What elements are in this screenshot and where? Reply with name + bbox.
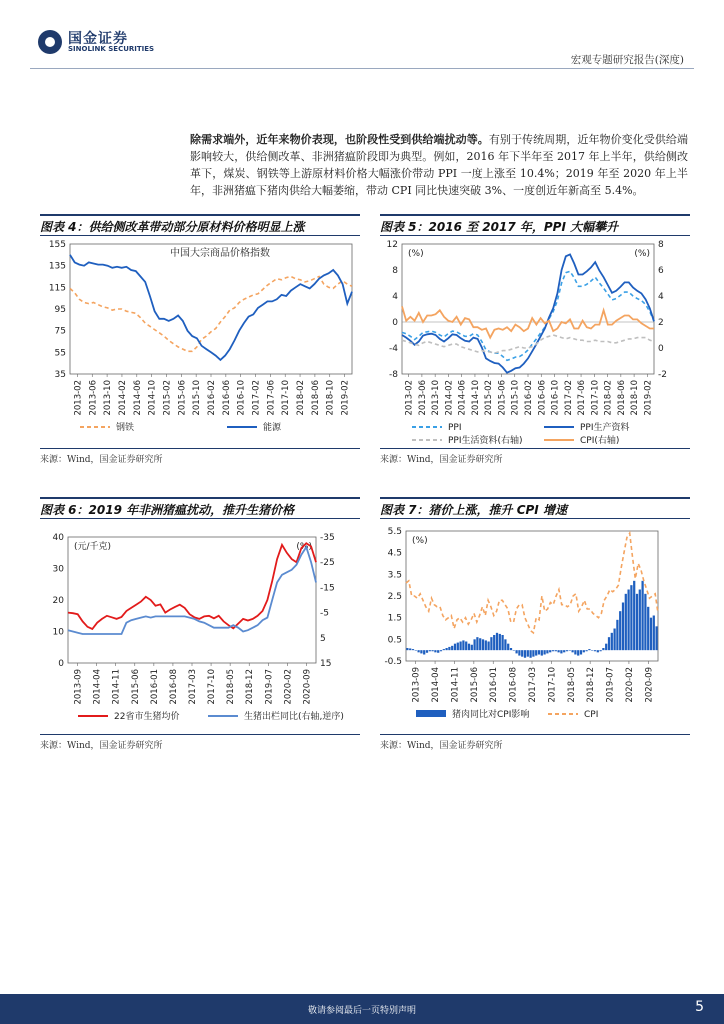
fig4-plot-frame xyxy=(70,244,352,374)
fig7-bar xyxy=(434,650,436,652)
fig7-bar xyxy=(535,650,537,655)
fig7-bar xyxy=(585,650,587,651)
fig6-ytick-left: 10 xyxy=(52,627,64,638)
fig7-bar xyxy=(501,635,503,650)
fig7-xtick-label: 2016-08 xyxy=(508,667,519,703)
body-paragraph xyxy=(190,131,688,199)
fig7-xtick-label: 2020-09 xyxy=(644,667,655,703)
fig7-bar xyxy=(524,650,526,658)
fig5-xtick-label: 2018-06 xyxy=(616,380,627,416)
fig7-xtick-label: 2018-12 xyxy=(586,667,597,703)
fig7-bar xyxy=(619,611,621,650)
fig4-xtick-label: 2016-06 xyxy=(221,380,232,416)
fig4-xtick-label: 2013-10 xyxy=(103,380,114,416)
fig7-ytick-left: 3.5 xyxy=(387,570,402,581)
fig7-bar xyxy=(417,650,419,652)
fig7-xtick-label: 2014-04 xyxy=(431,667,442,703)
fig5-xtick-label: 2014-10 xyxy=(470,380,481,416)
fig7-bar xyxy=(409,648,411,650)
fig7-chart xyxy=(370,519,690,731)
fig7-bar xyxy=(608,637,610,650)
fig7-xtick-label: 2017-10 xyxy=(547,667,558,703)
company-logo xyxy=(38,28,188,58)
fig6-xtick-label: 2018-12 xyxy=(245,669,256,705)
fig5-xtick-label: 2017-10 xyxy=(590,380,601,416)
fig5-xtick-label: 2016-10 xyxy=(550,380,561,416)
fig7-bar xyxy=(462,640,464,650)
fig7-bar xyxy=(496,633,498,650)
fig7-bar xyxy=(507,644,509,650)
fig7-bar xyxy=(613,629,615,651)
fig7-bottom-rule xyxy=(380,734,690,735)
fig7-bar xyxy=(636,594,638,650)
fig7-bar xyxy=(468,644,470,650)
fig7-bar xyxy=(647,607,649,650)
fig6-xtick-label: 2019-07 xyxy=(264,669,275,705)
fig7-bar xyxy=(479,638,481,650)
fig6-bottom-rule xyxy=(40,734,360,735)
logo-emblem-icon xyxy=(38,30,62,54)
fig5-xtick-label: 2017-02 xyxy=(563,380,574,416)
fig5-ytick-right: 8 xyxy=(658,240,664,250)
fig7-bar xyxy=(577,650,579,655)
fig6-ylabel-left: (元/千克) xyxy=(74,542,112,552)
fig6-xtick-label: 2017-10 xyxy=(207,669,218,705)
fig7-bar xyxy=(476,637,478,650)
fig5-ytick-left: 0 xyxy=(392,318,398,328)
fig4-xtick-label: 2017-06 xyxy=(266,380,277,416)
fig5-title: 图表 5：2016 至 2017 年，PPI 大幅攀升 xyxy=(380,220,619,234)
fig7-xtick-label: 2015-06 xyxy=(469,667,480,703)
fig7-bar xyxy=(616,620,618,650)
fig7-bar xyxy=(532,650,534,657)
fig7-bar xyxy=(644,594,646,650)
fig4-xtick-label: 2014-02 xyxy=(117,380,128,416)
fig6-ytick-left: 0 xyxy=(58,659,64,669)
fig7-bar xyxy=(555,650,557,651)
fig7-bar xyxy=(569,650,571,651)
fig5-legend-label: PPI生活资料(右轴) xyxy=(448,436,523,446)
fig7-bar xyxy=(513,650,515,651)
fig7-bar xyxy=(529,650,531,658)
fig5-top-rule xyxy=(380,214,690,216)
fig6-ytick-left: 40 xyxy=(52,533,64,543)
fig4-xtick-label: 2014-10 xyxy=(147,380,158,416)
fig7-bar xyxy=(599,650,601,651)
fig7-bar xyxy=(563,650,565,652)
fig7-xtick-label: 2013-09 xyxy=(411,667,422,703)
fig4-legend-label: 能源 xyxy=(263,423,282,433)
fig4-series-line-1 xyxy=(70,255,352,360)
fig7-bar xyxy=(625,594,627,650)
fig5-xtick-label: 2019-02 xyxy=(643,380,654,416)
logo-chinese: 国金证券 xyxy=(68,31,128,47)
fig7-bar xyxy=(622,603,624,651)
fig5-xtick-label: 2013-10 xyxy=(431,380,442,416)
fig7-xtick-label: 2017-03 xyxy=(528,667,538,703)
fig6-ylabel-right: (%) xyxy=(296,542,312,552)
fig7-bar xyxy=(437,650,439,653)
fig7-bar xyxy=(459,642,461,651)
fig5-ytick-right: 2 xyxy=(658,318,664,328)
fig7-xtick-label: 2020-02 xyxy=(624,667,635,703)
fig5-ytick-left: -8 xyxy=(389,370,398,380)
fig4-xtick-label: 2015-02 xyxy=(162,380,173,416)
fig7-ytick-left: -0.5 xyxy=(384,657,402,667)
fig7-bar xyxy=(538,650,540,654)
fig5-plot-frame xyxy=(402,244,654,374)
fig7-bar xyxy=(440,650,442,651)
fig6-source: 来源：Wind，国金证券研究所 xyxy=(40,741,163,751)
fig5-ytick-left: 12 xyxy=(386,240,398,250)
fig4-legend-label: 钢铁 xyxy=(116,423,135,433)
fig6-ytick-left: 20 xyxy=(52,596,64,606)
fig4-chart xyxy=(30,236,360,446)
fig7-ytick-left: 4.5 xyxy=(387,548,402,559)
fig4-ytick-left: 135 xyxy=(48,261,66,272)
fig4-title: 图表 4：供给侧改革带动部分原材料价格明显上涨 xyxy=(40,220,305,234)
fig5-ytick-left: 8 xyxy=(392,266,398,276)
fig7-bar xyxy=(482,639,484,650)
fig7-bar xyxy=(627,590,629,651)
fig5-ylabel-left: (%) xyxy=(408,249,424,259)
fig5-xtick-label: 2015-02 xyxy=(484,380,495,416)
fig5-source: 来源：Wind，国金证券研究所 xyxy=(380,455,503,465)
fig7-bar xyxy=(571,650,573,652)
fig7-bar xyxy=(465,642,467,651)
fig4-ytick-left: 155 xyxy=(48,240,66,250)
fig4-xtick-label: 2013-02 xyxy=(73,380,84,416)
fig7-bar xyxy=(406,648,408,650)
fig7-bar xyxy=(591,650,593,651)
fig7-bar xyxy=(611,633,613,650)
fig5-ylabel-right: (%) xyxy=(634,249,650,259)
fig7-top-rule xyxy=(380,497,690,499)
fig5-legend-label: PPI xyxy=(448,423,462,433)
fig7-title: 图表 7：猪价上涨，推升 CPI 增速 xyxy=(380,503,567,517)
fig7-bar xyxy=(641,581,643,650)
fig7-bar xyxy=(493,635,495,650)
fig7-bar xyxy=(602,648,604,650)
fig6-xtick-label: 2016-01 xyxy=(149,669,160,705)
fig6-xtick-label: 2017-03 xyxy=(188,669,198,705)
fig4-xtick-label: 2016-10 xyxy=(236,380,247,416)
fig4-xtick-label: 2014-06 xyxy=(132,380,143,416)
report-type: 宏观专题研究报告(深度) xyxy=(570,54,684,66)
footer-disclaimer: 敬请参阅最后一页特别声明 xyxy=(307,1006,416,1016)
fig5-xtick-label: 2014-06 xyxy=(457,380,468,416)
fig7-bar xyxy=(557,650,559,652)
fig7-bar xyxy=(521,650,523,657)
fig5-xtick-label: 2013-02 xyxy=(404,380,415,416)
fig6-ytick-right: 5 xyxy=(320,633,326,644)
fig7-bar xyxy=(451,646,453,650)
fig5-legend-label: CPI(右轴) xyxy=(580,436,620,446)
fig7-ytick-left: 2.5 xyxy=(387,592,402,602)
fig5-ytick-right: -2 xyxy=(658,370,667,380)
fig6-ytick-right: -35 xyxy=(320,533,335,543)
fig7-bar xyxy=(588,649,590,650)
fig5-xtick-label: 2018-02 xyxy=(603,380,614,416)
fig7-bar xyxy=(443,649,445,650)
fig6-ytick-right: -25 xyxy=(320,558,335,569)
fig6-chart xyxy=(30,519,360,731)
fig6-xtick-label: 2016-08 xyxy=(168,669,179,705)
fig7-bar xyxy=(487,642,489,651)
fig7-ytick-left: 0.5 xyxy=(387,635,402,646)
fig7-bar xyxy=(594,650,596,651)
fig6-xtick-label: 2015-06 xyxy=(130,669,141,705)
fig7-bar xyxy=(583,650,585,652)
fig7-bar xyxy=(429,650,431,651)
page-number: 5 xyxy=(695,999,704,1015)
fig6-xtick-label: 2018-05 xyxy=(226,669,237,705)
fig5-chart xyxy=(370,236,690,446)
fig6-xtick-label: 2020-02 xyxy=(283,669,294,705)
fig4-xtick-label: 2017-02 xyxy=(251,380,262,416)
fig4-ytick-left: 35 xyxy=(54,370,66,380)
fig7-bar xyxy=(473,639,475,650)
header-divider xyxy=(30,68,694,69)
fig7-bar xyxy=(412,649,414,650)
fig7-bar xyxy=(490,637,492,650)
fig7-bar xyxy=(420,650,422,653)
fig7-bar xyxy=(485,640,487,650)
fig7-bar xyxy=(504,639,506,650)
fig6-ytick-right: -15 xyxy=(320,583,335,594)
fig7-legend-swatch xyxy=(416,710,446,717)
fig7-bar xyxy=(543,650,545,654)
fig6-xtick-label: 2013-09 xyxy=(73,669,84,705)
fig7-legend-label: CPI xyxy=(584,710,599,720)
fig5-ytick-right: 6 xyxy=(658,266,664,276)
fig7-bar xyxy=(549,650,551,652)
fig6-xtick-label: 2020-09 xyxy=(302,669,313,705)
fig4-bottom-rule xyxy=(40,448,360,449)
fig6-xtick-label: 2014-11 xyxy=(111,669,122,705)
fig7-bar xyxy=(499,634,501,650)
fig7-xtick-label: 2016-01 xyxy=(489,667,500,703)
fig5-ytick-left: -4 xyxy=(389,344,398,354)
fig7-legend-label: 猪肉同比对CPI影响 xyxy=(452,710,530,720)
fig4-xtick-label: 2016-02 xyxy=(207,380,217,416)
fig7-bar xyxy=(633,581,635,650)
fig7-bar xyxy=(457,643,459,651)
fig4-xtick-label: 2017-10 xyxy=(281,380,292,416)
fig7-bar xyxy=(650,618,652,650)
fig6-series-line-1 xyxy=(68,547,316,634)
fig7-bar xyxy=(518,650,520,655)
fig7-bar xyxy=(552,650,554,651)
fig7-bar xyxy=(510,648,512,650)
fig5-xtick-label: 2017-06 xyxy=(577,380,588,416)
fig5-xtick-label: 2016-06 xyxy=(537,380,548,416)
fig6-xtick-label: 2014-04 xyxy=(92,669,103,705)
fig4-ytick-left: 55 xyxy=(54,348,66,359)
fig6-top-rule xyxy=(40,497,360,499)
fig7-bar xyxy=(448,647,450,650)
fig4-xtick-label: 2015-06 xyxy=(177,380,188,416)
fig7-bar xyxy=(639,590,641,651)
fig6-series-line-0 xyxy=(68,543,316,629)
fig5-ytick-right: 0 xyxy=(658,344,664,354)
fig5-xtick-label: 2015-10 xyxy=(510,380,521,416)
fig5-xtick-label: 2018-10 xyxy=(630,380,641,416)
fig7-bar xyxy=(560,650,562,653)
fig7-bar xyxy=(445,648,447,650)
fig6-ytick-right: -5 xyxy=(320,608,329,619)
fig4-ytick-left: 115 xyxy=(48,283,66,294)
fig7-xtick-label: 2014-11 xyxy=(450,667,461,703)
fig7-bar xyxy=(426,650,428,653)
fig5-xtick-label: 2015-06 xyxy=(497,380,508,416)
fig7-ylabel-left: (%) xyxy=(412,536,428,546)
fig5-series-line-0 xyxy=(402,271,654,360)
fig7-ytick-left: 5.5 xyxy=(387,527,402,537)
fig7-bar xyxy=(541,650,543,655)
fig6-title: 图表 6：2019 年非洲猪瘟扰动，推升生猪价格 xyxy=(40,503,295,517)
fig5-ytick-right: 4 xyxy=(658,292,664,302)
fig7-bar xyxy=(527,650,529,657)
fig7-bar xyxy=(431,650,433,651)
fig7-bar xyxy=(454,644,456,650)
fig4-annotation: 中国大宗商品价格指数 xyxy=(170,248,270,259)
fig4-top-rule xyxy=(40,214,360,216)
fig7-bar xyxy=(605,644,607,650)
fig4-xtick-label: 2013-06 xyxy=(88,380,99,416)
fig7-bar xyxy=(597,650,599,652)
fig4-xtick-label: 2018-10 xyxy=(325,380,336,416)
fig7-bar xyxy=(655,626,657,650)
fig6-ytick-left: 30 xyxy=(52,564,64,575)
fig7-bar xyxy=(574,650,576,654)
fig7-bar xyxy=(415,650,417,651)
fig7-bar xyxy=(471,645,473,650)
fig5-xtick-label: 2013-06 xyxy=(417,380,428,416)
fig7-bar xyxy=(630,585,632,650)
fig7-bar xyxy=(653,616,655,651)
fig4-ytick-left: 75 xyxy=(54,326,66,337)
fig7-bar xyxy=(423,650,425,654)
fig4-xtick-label: 2015-10 xyxy=(192,380,203,416)
fig4-ytick-left: 95 xyxy=(54,305,66,315)
fig7-source: 来源：Wind，国金证券研究所 xyxy=(380,741,503,751)
fig5-legend-label: PPI生产资料 xyxy=(580,423,630,433)
fig4-xtick-label: 2018-06 xyxy=(310,380,321,416)
fig4-source: 来源：Wind，国金证券研究所 xyxy=(40,455,163,465)
fig4-xtick-label: 2019-02 xyxy=(340,380,351,416)
fig7-bar xyxy=(580,650,582,654)
fig7-xtick-label: 2018-05 xyxy=(566,667,577,703)
fig4-xtick-label: 2018-02 xyxy=(296,380,307,416)
fig6-legend-label: 22省市生猪均价 xyxy=(114,712,180,722)
fig6-ytick-right: 15 xyxy=(320,659,332,669)
fig6-legend-label: 生猪出栏同比(右轴,逆序) xyxy=(244,712,344,722)
fig7-bar xyxy=(515,650,517,653)
fig7-ytick-left: 1.5 xyxy=(387,613,402,624)
paragraph-lead: 除需求端外，近年来物价表现，也阶段性受到供给端扰动等。 xyxy=(190,133,489,146)
fig5-ytick-left: 4 xyxy=(392,292,398,302)
paragraph-body: 有别于传统周期，近年物价变化受供给端影响较大，供给侧改革、非洲猪瘟阶段即为典型。例如，2016 年下半年至 2017 年上半年，供给侧改革下，煤炭、钢铁等上游原材料价格大幅涨价带动 PPI 一度上涨至 10.4%；2019 年至 2020 年上半年，非洲猪瘟下猪肉供给大幅萎缩，带动 CPI 同比快速突破 3%、一度创近年新高至 5.4%。 xyxy=(190,133,689,197)
logo-english: SINOLINK SECURITIES xyxy=(68,45,155,53)
fig7-bar xyxy=(566,650,568,651)
fig7-xtick-label: 2019-07 xyxy=(605,667,616,703)
fig5-bottom-rule xyxy=(380,448,690,449)
fig5-xtick-label: 2016-02 xyxy=(524,380,534,416)
fig7-bar xyxy=(546,650,548,653)
fig5-series-line-1 xyxy=(402,254,654,372)
fig5-xtick-label: 2014-02 xyxy=(444,380,455,416)
